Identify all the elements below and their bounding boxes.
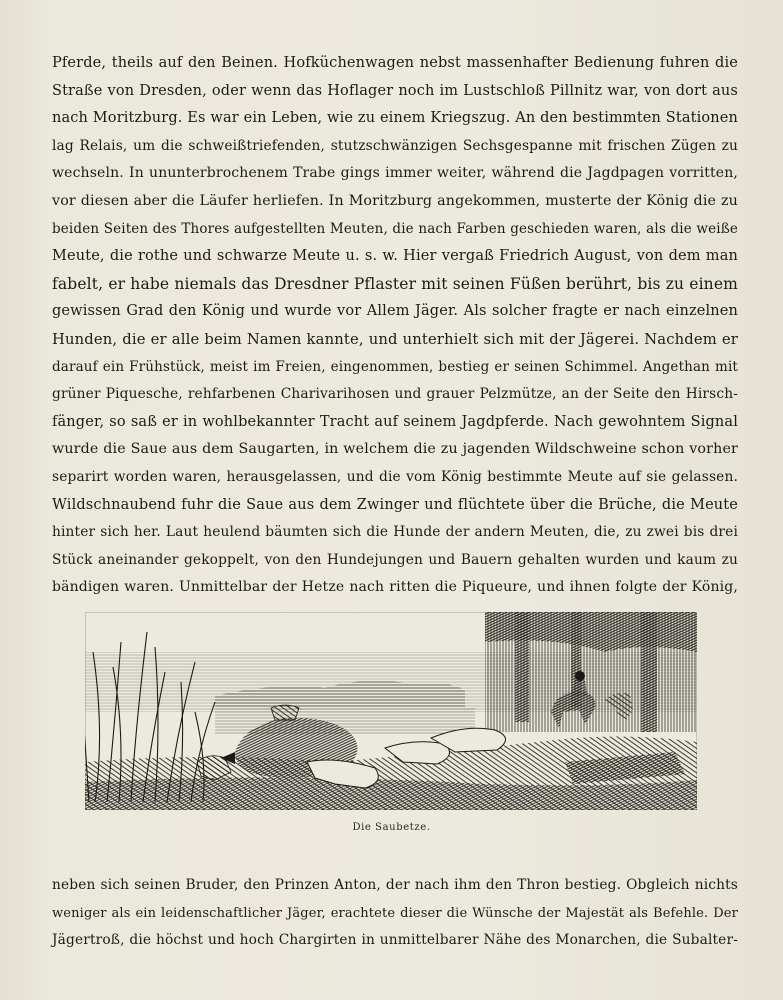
- top-paragraph: [52, 50, 738, 602]
- text-line: Jägertroß, die höchst und hoch Chargirten in unmittelbarer Nähe des Monarchen, die Subalter-: [52, 932, 738, 949]
- text-line: beiden Seiten des Thores aufgestellten Meuten, die nach Farben geschieden waren, als die weiße: [52, 220, 738, 237]
- text-line: Meute, die rothe und schwarze Meute u. s. w. Hier vergaß Friedrich August, von dem man: [52, 248, 738, 265]
- text-line: darauf ein Frühstück, meist im Freien, eingenommen, bestieg er seinen Schimmel. Angethan mit: [52, 358, 738, 375]
- bottom-paragraph: [52, 872, 738, 955]
- text-line: Wildschnaubend fuhr die Saue aus dem Zwinger und flüchtete über die Brüche, die Meute: [52, 496, 738, 513]
- text-line: Pferde, theils auf den Beinen. Hofküchenwagen nebst massenhafter Bedienung fuhren die: [52, 55, 738, 71]
- text-line: neben sich seinen Bruder, den Prinzen Anton, der nach ihm den Thron bestieg. Obgleich nichts: [52, 877, 738, 893]
- text-line: Hunden, die er alle beim Namen kannte, und unterhielt sich mit der Jägerei. Nachdem er: [52, 330, 738, 348]
- text-line: fabelt, er habe niemals das Dresdner Pflaster mit seinen Füßen berührt, bis zu einem: [52, 274, 738, 293]
- text-line: lag Relais, um die schweißtriefenden, stutzschwänzigen Sechsgespanne mit frischen Zügen zu: [52, 137, 738, 154]
- text-line: Stück aneinander gekoppelt, von den Hundejungen und Bauern gehalten wurden und kaum zu: [52, 551, 738, 568]
- text-line: Straße von Dresden, oder wenn das Hoflager noch im Lustschloß Pillnitz war, von dort aus: [52, 82, 738, 99]
- text-line: fänger, so saß er in wohlbekannter Tracht auf seinem Jagdpferde. Nach gewohntem Signal: [52, 413, 738, 430]
- text-line: weniger als ein leidenschaftlicher Jäger, erachtete dieser die Wünsche der Majestät als Befehle. Der: [52, 905, 738, 921]
- figure-caption: Die Saubetze.: [352, 822, 431, 833]
- text-line: bändigen waren. Unmittelbar der Hetze nach ritten die Piqueure, und ihnen folgte der König,: [52, 579, 738, 596]
- text-line: wurde die Saue aus dem Saugarten, in welchem die zu jagenden Wildschweine schon vorher: [52, 441, 738, 458]
- text-line: wechseln. In ununterbrochenem Trabe gings immer weiter, während die Jagdpagen vorritten,: [52, 165, 738, 182]
- text-line: nach Moritzburg. Es war ein Leben, wie zu einem Kriegszug. An den bestimmten Stationen: [52, 110, 738, 127]
- text-line: gewissen Grad den König und wurde vor Allem Jäger. Als solcher fragte er nach einzelnen: [52, 303, 738, 320]
- engraving-icon: [85, 612, 697, 810]
- text-line: separirt worden waren, herausgelassen, und die vom König bestimmte Meute auf sie gelassen.: [52, 468, 738, 485]
- boar-hunt-illustration: [85, 612, 697, 810]
- text-line: grüner Piquesche, rehfarbenen Charivarihosen und grauer Pelzmütze, an der Seite den Hirsch-: [52, 386, 738, 403]
- text-line: vor diesen aber die Läufer herliefen. In Moritzburg angekommen, musterte der König die zu: [52, 192, 738, 209]
- text-line: hinter sich her. Laut heulend bäumten sich die Hunde der andern Meuten, die, zu zwei bis drei: [52, 524, 738, 541]
